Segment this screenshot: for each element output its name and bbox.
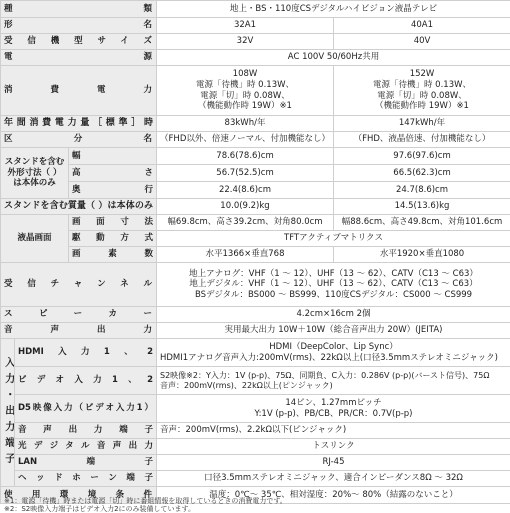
size-a: 32V <box>157 34 334 50</box>
row-d5 <box>1 395 510 423</box>
footnotes <box>4 497 504 513</box>
width-b: 97.6(97.6)cm <box>334 148 510 165</box>
model-b: 40A1 <box>334 18 510 34</box>
footnote-1: ※1：電源「待機」時または電源「切」時に番組情報を取得しているときの消費電力です。 <box>4 497 504 505</box>
pixels-b: 水平1920×垂直1080 <box>334 247 510 263</box>
row-channels <box>1 263 510 307</box>
dimensions-group-label: スタンドを含む外形寸法（ ）は本体のみ <box>1 148 69 199</box>
row-width <box>1 148 510 165</box>
label-speaker: スピーカー <box>1 307 157 323</box>
height-b: 66.5(62.3)cm <box>334 165 510 182</box>
label-optical: 光デジタル音声出力 <box>15 439 157 455</box>
value-lan: RJ-45 <box>157 455 510 471</box>
value-hdmi <box>157 339 510 367</box>
value-headphone: 口径3.5mmステレオミニジャック、適合インピーダンス8Ω 〜 32Ω <box>157 471 510 487</box>
weight-b: 14.5(13.6)kg <box>334 199 510 215</box>
depth-b: 24.7(8.6)cm <box>334 182 510 199</box>
annual-a: 83kWh/年 <box>157 116 334 132</box>
channels-line: 地上アナログ：VHF（1 〜 12）、UHF（13 〜 62）、CATV（C13 〜 C63） <box>160 269 507 280</box>
value-drive: TFTアクティブマトリクス <box>157 231 510 247</box>
value-channels <box>157 263 510 307</box>
category-a: （FHD以外、倍速ノーマル、付加機能なし） <box>157 132 334 148</box>
channels-line: 地上デジタル：VHF（1 〜 12）、UHF（13 〜 62）、CATV（C13 〜 C63） <box>160 279 507 290</box>
row-audio-out-terminal <box>1 423 510 439</box>
row-speaker <box>1 307 510 323</box>
value-power: AC 100V 50/60Hz共用 <box>157 50 510 66</box>
consumption-b-line: （機能動作時 19W）※1 <box>337 101 507 112</box>
label-screen-size: 画面寸法 <box>69 215 157 231</box>
label-category: 区分名 <box>1 132 157 148</box>
label-size: 受信機型サイズ <box>1 34 157 50</box>
consumption-b-line: 152W <box>337 69 507 80</box>
footnote-2: ※2：S2映像入力端子はビデオ入力2にのみ装備しています。 <box>4 505 504 513</box>
row-annual <box>1 116 510 132</box>
height-a: 56.7(52.5)cm <box>157 165 334 182</box>
value-audio-output: 実用最大出力 10W＋10W（総合音声出力 20W）(JEITA) <box>157 323 510 339</box>
row-weight <box>1 199 510 215</box>
value-speaker: 4.2cm×16cm 2個 <box>157 307 510 323</box>
label-channels: 受信チャンネル <box>1 263 157 307</box>
label-audio-out-terminal: 音声出力端子 <box>15 423 157 439</box>
model-a: 32A1 <box>157 18 334 34</box>
row-model <box>1 18 510 34</box>
value-audio-out-terminal: 音声：200mV(rms)、2.2kΩ以下(ピンジャック) <box>157 423 510 439</box>
label-d5: D5映像入力（ビデオ入力1） <box>15 395 157 423</box>
label-type: 種類 <box>1 1 157 18</box>
category-b: （FHD、液晶倍速、付加機能なし） <box>334 132 510 148</box>
row-pixels <box>1 247 510 263</box>
row-height <box>1 165 510 182</box>
consumption-a-line: 電源「待機」時 0.13W、 <box>160 80 330 91</box>
value-optical: トスリンク <box>157 439 510 455</box>
consumption-b-line: 電源「切」時 0.08W、 <box>337 91 507 102</box>
label-model: 形名 <box>1 18 157 34</box>
label-weight: スタンドを含む質量（ ）は本体のみ <box>1 199 157 215</box>
consumption-a-line: （機能動作時 19W）※1 <box>160 101 330 112</box>
label-depth: 奥行 <box>69 182 157 199</box>
d5-line: 14ピン、1.27mmピッチ <box>160 398 507 409</box>
hdmi-line: HDMI（DeepColor、Lip Sync） <box>160 342 507 353</box>
consumption-b <box>334 66 510 116</box>
video-line: 音声：200mV(rms)、22kΩ以上(ピンジャック) <box>160 381 507 391</box>
label-consumption: 消費電力 <box>1 66 157 116</box>
row-headphone <box>1 471 510 487</box>
consumption-b-line: 電源「待機」時 0.13W、 <box>337 80 507 91</box>
row-audio-output <box>1 323 510 339</box>
row-category <box>1 132 510 148</box>
label-audio-output: 音声出力 <box>1 323 157 339</box>
channels-line: BSデジタル：BS000 〜 BS999、110度CSデジタル：CS000 〜 CS999 <box>160 290 507 301</box>
row-type <box>1 1 510 18</box>
label-annual: 年間消費電力量［標準］時 <box>1 116 157 132</box>
label-height: 高さ <box>69 165 157 182</box>
row-optical <box>1 439 510 455</box>
value-video <box>157 367 510 395</box>
consumption-a-line: 108W <box>160 69 330 80</box>
label-headphone: ヘッドホーン端子 <box>15 471 157 487</box>
screen-size-a: 幅69.8cm、高さ39.2cm、対角80.0cm <box>157 215 334 231</box>
weight-a: 10.0(9.2)kg <box>157 199 334 215</box>
label-pixels: 画素数 <box>69 247 157 263</box>
consumption-a <box>157 66 334 116</box>
row-lan <box>1 455 510 471</box>
row-drive <box>1 231 510 247</box>
size-b: 40V <box>334 34 510 50</box>
value-d5 <box>157 395 510 423</box>
width-a: 78.6(78.6)cm <box>157 148 334 165</box>
panel-group-label: 液晶画面 <box>1 215 69 263</box>
label-power: 電源 <box>1 50 157 66</box>
row-power <box>1 50 510 66</box>
consumption-a-line: 電源「切」時 0.08W、 <box>160 91 330 102</box>
row-size <box>1 34 510 50</box>
pixels-a: 水平1366×垂直768 <box>157 247 334 263</box>
label-hdmi: HDMI入力1、2 <box>15 339 157 367</box>
io-group-label: 入力・出力端子 <box>1 339 15 487</box>
label-video: ビデオ入力1、2 <box>15 367 157 395</box>
annual-b: 147kWh/年 <box>334 116 510 132</box>
label-width: 幅 <box>69 148 157 165</box>
video-line: S2映像※2：Y入力：1V (p-p)、75Ω、同期負、C入力：0.286V (p-p)(バースト信号)、75Ω <box>160 371 507 381</box>
d5-line: Y:1V (p-p)、PB/CB、PR/CR：0.7V(p-p) <box>160 409 507 420</box>
hdmi-line: HDMI1アナログ音声入力:200mV(rms)、22kΩ以上(口径3.5mmステレオミニジャック) <box>160 353 507 364</box>
value-environment: 温度：0℃〜 35℃、相対湿度：20%〜 80%（結露のないこと） <box>157 487 510 504</box>
label-environment: 使用環境条件 <box>1 487 157 504</box>
screen-size-b: 幅88.6cm、高さ49.8cm、対角101.6cm <box>334 215 510 231</box>
row-depth <box>1 182 510 199</box>
row-video <box>1 367 510 395</box>
row-consumption <box>1 66 510 116</box>
row-screen-size <box>1 215 510 231</box>
value-type: 地上・BS・110度CSデジタルハイビジョン液晶テレビ <box>157 1 510 18</box>
depth-a: 22.4(8.6)cm <box>157 182 334 199</box>
label-lan: LAN端子 <box>15 455 157 471</box>
label-drive: 駆動方式 <box>69 231 157 247</box>
row-hdmi <box>1 339 510 367</box>
